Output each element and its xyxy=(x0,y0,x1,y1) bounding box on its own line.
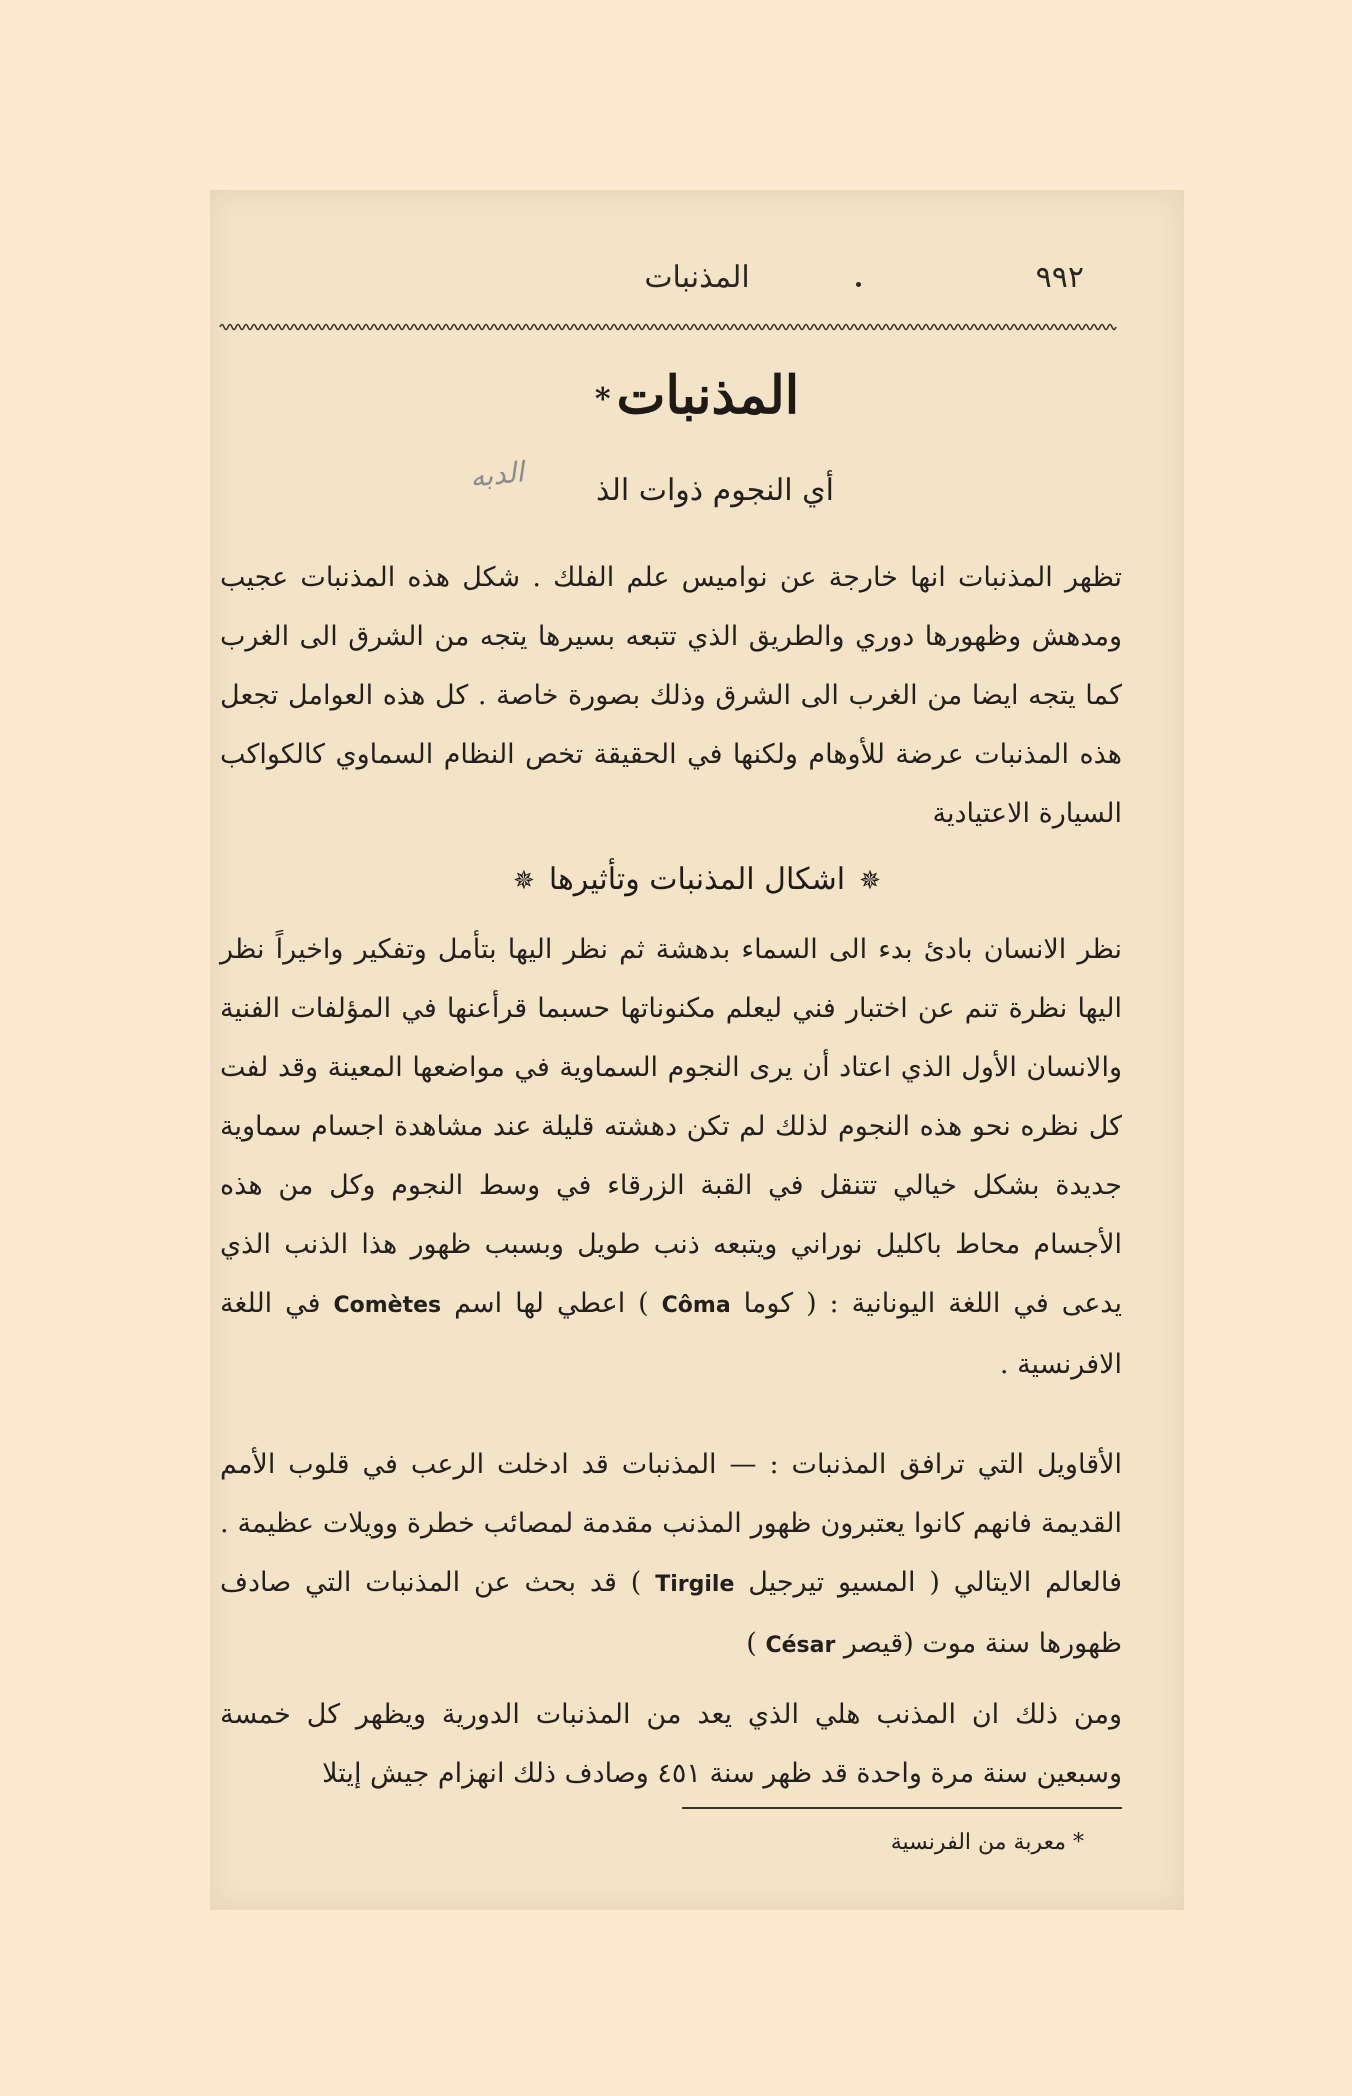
page-header xyxy=(210,260,1184,310)
section-heading xyxy=(210,862,1184,897)
footnote xyxy=(891,1830,1084,1855)
paragraph-text: الأقاويل التي ترافق المذنبات : — المذنبات قد ادخلت الرعب في قلوب الأمم القديمة فانهم كانوا يعتبرون ظهور المذنب مقدمة لمصائب خطرة وويلات عظيمة . فالعالم الايتالي ( المسيو تيرجيل xyxy=(220,1449,1122,1598)
paragraph-origins xyxy=(220,920,1122,1394)
wavy-divider-rule xyxy=(210,320,1184,334)
paragraph-text: ) اعطي لها اسم xyxy=(454,1288,649,1319)
article-subtitle: أي النجوم ذوات الذ xyxy=(595,473,834,508)
latin-term: Côma xyxy=(661,1293,731,1318)
latin-term: César xyxy=(765,1633,836,1658)
footnote-rule xyxy=(682,1807,1122,1809)
page-number: ٩٩٢ xyxy=(1035,260,1084,295)
ornament-star-icon: ✵ xyxy=(859,866,881,896)
handwritten-annotation: الدبه xyxy=(468,455,526,494)
paragraph-text: في اللغة الافرنسية . xyxy=(220,1288,1122,1380)
paragraph-text: ) xyxy=(746,1628,757,1659)
latin-term: Comètes xyxy=(333,1293,442,1318)
book-page xyxy=(210,190,1184,1910)
running-title: المذنبات xyxy=(644,260,750,295)
paragraph-text: ) قد بحث عن المذنبات التي صادف ظهورها سنة موت (قيصر xyxy=(220,1567,1122,1659)
footnote-mark: * xyxy=(1073,1830,1084,1855)
latin-term: Tirgile xyxy=(655,1572,735,1597)
paragraph-legends xyxy=(220,1435,1122,1675)
intro-paragraph: تظهر المذنبات انها خارجة عن نواميس علم الفلك . شكل هذه المذنبات عجيب ومدهش وظهورها دوري والطريق الذي تتبعه بسيرها يتجه من الشرق الى الغرب كما يتجه ايضا من الغرب الى الشرق وذلك بصورة خاصة . كل هذه العوامل تجعل هذه المذنبات عرضة للأوهام ولكنها في الحقيقة تخص النظام السماوي كالكواكب السيارة الاعتيادية xyxy=(220,562,1122,829)
paragraph-text: نظر الانسان بادئ بدء الى السماء بدهشة ثم نظر اليها بتأمل وتفكير واخيراً نظر اليها نظرة تنم عن اختبار فني ليعلم مكنوناتها حسبما قرأعنها في المؤلفات الفنية والانسان الأول الذي اعتاد أن يرى النجوم السماوية في مواضعها المعينة وقد لفت كل نظره نحو هذه النجوم لذلك لم تكن دهشته قليلة عند مشاهدة اجسام سماوية جديدة بشكل خيالي تتنقل في القبة الزرقاء في وسط النجوم وكل من هذه الأجسام محاط باكليل نوراني ويتبعه ذنب طويل وبسبب ظهور هذا الذنب الذي يدعى في اللغة اليونانية : ( كوما xyxy=(220,934,1122,1319)
article-title-text: المذنبات xyxy=(616,365,800,426)
article-title xyxy=(210,365,1184,426)
paragraph-halley: ومن ذلك ان المذنب هلي الذي يعد من المذنبات الدورية ويظهر كل خمسة وسبعين سنة مرة واحدة قد ظهر سنة ٤٥١ وصادف ذلك انهزام جيش إيتلا xyxy=(220,1699,1122,1789)
ornament-star-icon: ✵ xyxy=(513,866,535,896)
footnote-text: معربة من الفرنسية xyxy=(890,1830,1066,1855)
section-heading-text: اشكال المذنبات وتأثيرها xyxy=(548,862,846,897)
title-footnote-mark: * xyxy=(594,382,611,417)
